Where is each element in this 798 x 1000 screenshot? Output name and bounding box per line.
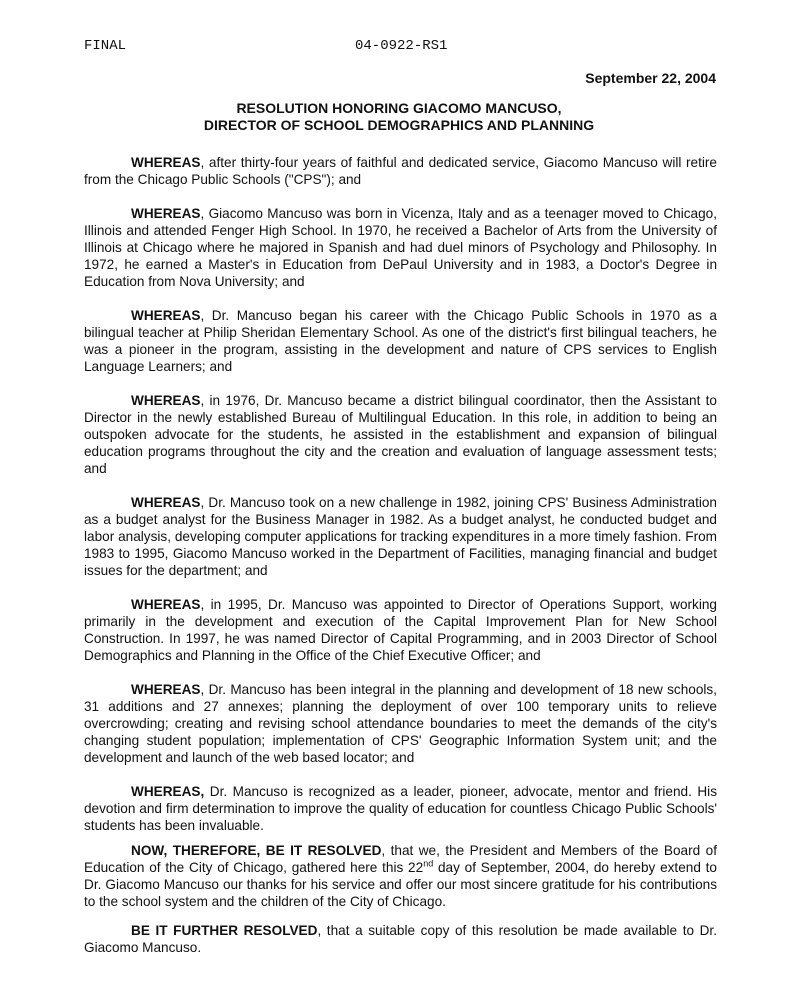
whereas-paragraph-7 bbox=[84, 681, 717, 766]
whereas-lead: WHEREAS bbox=[131, 393, 201, 408]
further-resolved-lead: BE IT FURTHER RESOLVED bbox=[131, 923, 318, 938]
whereas-lead: WHEREAS, bbox=[131, 784, 205, 799]
resolved-text-before: , that we, the President and Members of the Board of Education of the City of Chicago, gathered here this 22 bbox=[84, 843, 717, 875]
title-line-2: DIRECTOR OF SCHOOL DEMOGRAPHICS AND PLANNING bbox=[203, 117, 595, 133]
paragraph-text: Dr. Mancuso is recognized as a leader, pioneer, advocate, mentor and friend. His devotion and firm determination to improve the quality of education for countless Chicago Public Schools' students has been invaluable. bbox=[84, 784, 717, 833]
paragraph-text: , Dr. Mancuso took on a new challenge in 1982, joining CPS' Business Administration as a budget analyst for the Business Manager in 1982. As a budget analyst, he conducted budget and labor analysis, developing computer applications for tracking expenditures in a more timely fashion. From 1983 to 1995, Giacomo Mancuso worked in the Department of Facilities, managing financial and budget issues for the department; and bbox=[84, 495, 717, 578]
document-number: 04-0922-RS1 bbox=[355, 38, 448, 54]
status-label: FINAL bbox=[84, 38, 127, 54]
resolved-lead: NOW, THEREFORE, BE IT RESOLVED bbox=[131, 843, 382, 858]
whereas-paragraph-8 bbox=[84, 783, 717, 834]
resolution-title bbox=[0, 100, 798, 134]
whereas-lead: WHEREAS bbox=[131, 682, 201, 697]
whereas-paragraph-1 bbox=[84, 154, 717, 188]
date-superscript: nd bbox=[423, 858, 434, 869]
whereas-paragraph-2 bbox=[84, 205, 717, 290]
whereas-lead: WHEREAS bbox=[131, 495, 201, 510]
paragraph-text: , in 1995, Dr. Mancuso was appointed to Director of Operations Support, working primarily in the development and execution of the Capital Improvement Plan for New School Construction. In 1997, he was named Director of Capital Programming, and in 2003 Director of School Demographics and Planning in the Office of the Chief Executive Officer; and bbox=[84, 597, 717, 663]
whereas-paragraph-6 bbox=[84, 596, 717, 664]
whereas-lead: WHEREAS bbox=[131, 597, 201, 612]
paragraph-text: , Dr. Mancuso has been integral in the planning and development of 18 new schools, 31 additions and 27 annexes; planning the deployment of over 100 temporary units to relieve overcrowding; creating and revising school attendance boundaries to meet the demands of the city's changing student population; implementation of CPS' Geographic Information System unit; and the development and launch of the web based locator; and bbox=[84, 682, 717, 765]
resolution-body bbox=[84, 154, 717, 956]
title-line-1: RESOLUTION HONORING GIACOMO MANCUSO, bbox=[236, 100, 562, 116]
whereas-paragraph-5 bbox=[84, 494, 717, 579]
further-resolved-paragraph bbox=[84, 922, 717, 956]
further-resolved-text: , that a suitable copy of this resolution be made available to Dr. Giacomo Mancuso. bbox=[84, 923, 717, 955]
document-date: September 22, 2004 bbox=[585, 70, 716, 86]
whereas-lead: WHEREAS bbox=[131, 206, 201, 221]
whereas-lead: WHEREAS bbox=[131, 155, 201, 170]
paragraph-text: , in 1976, Dr. Mancuso became a district bilingual coordinator, then the Assistant to Director in the newly established Bureau of Multilingual Education. In this role, in addition to being an outspoken advocate for the students, he assisted in the establishment and expansion of bilingual education programs throughout the city and the creation and evaluation of language assessment tests; and bbox=[84, 393, 717, 476]
whereas-lead: WHEREAS bbox=[131, 308, 201, 323]
paragraph-text: , after thirty-four years of faithful and dedicated service, Giacomo Mancuso will retire from the Chicago Public Schools ("CPS"); and bbox=[84, 155, 717, 187]
resolved-paragraph bbox=[84, 842, 717, 910]
resolved-text-after: day of September, 2004, do hereby extend to Dr. Giacomo Mancuso our thanks for his service and offer our most sincere gratitude for his contributions to the school system and the children of the City of Chicago. bbox=[84, 860, 717, 909]
whereas-paragraph-3 bbox=[84, 307, 717, 375]
paragraph-text: , Dr. Mancuso began his career with the Chicago Public Schools in 1970 as a bilingual teacher at Philip Sheridan Elementary School. As one of the district's first bilingual teachers, he was a pioneer in the program, assisting in the development and nature of CPS services to English Language Learners; and bbox=[84, 308, 717, 374]
whereas-paragraph-4 bbox=[84, 392, 717, 477]
paragraph-text: , Giacomo Mancuso was born in Vicenza, Italy and as a teenager moved to Chicago, Illinois and attended Fenger High School. In 1970, he received a Bachelor of Arts from the University of Illinois at Chicago where he majored in Spanish and had duel minors of Psychology and Philosophy. In 1972, he earned a Master's in Education from DePaul University and in 1983, a Doctor's Degree in Education from Nova University; and bbox=[84, 206, 717, 289]
